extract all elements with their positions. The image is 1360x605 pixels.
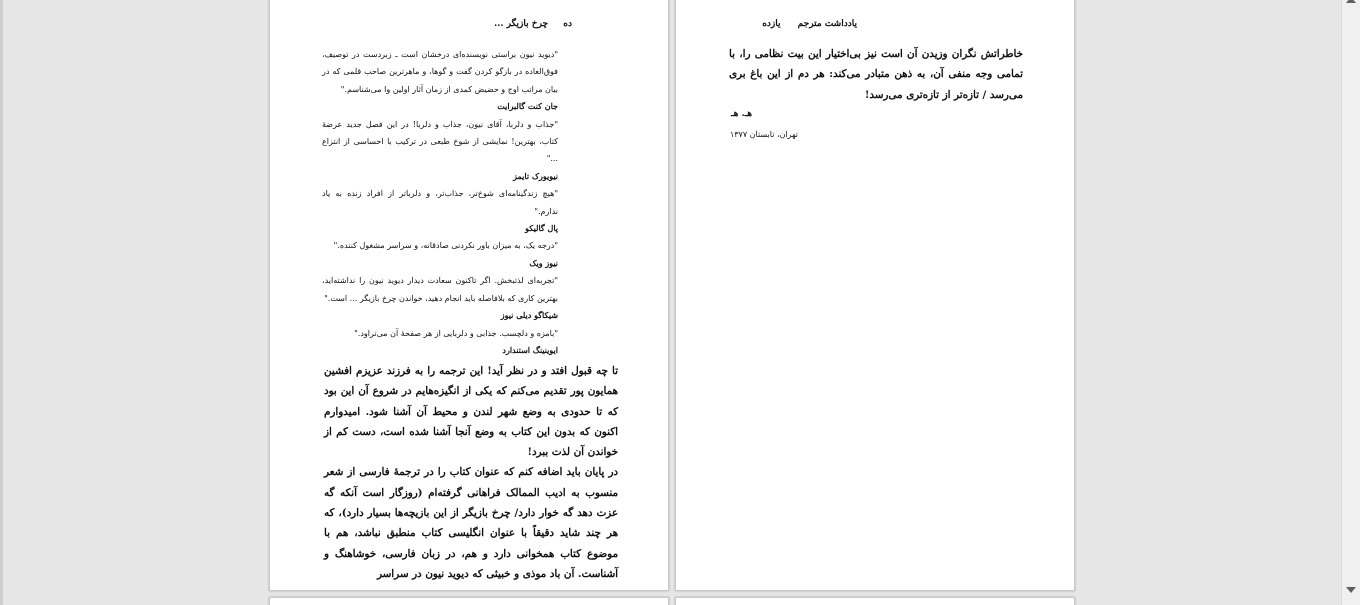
translator-note-body [324,361,618,584]
page-next-right [675,597,1075,605]
quote-source: ایوینینگ استندارد [502,344,558,355]
quote-source: نیویورک تایمز [513,170,558,181]
running-title: چرخ بازیگر ... [494,19,549,29]
quote-text: "دیوید نیون براستی نویسنده‌ای درخشان است ـ زبردست در توصیف، فوق‌العاده در بازگو کردن گفت و گوها، و ماهرترین صاحب قلمی که در بیان مراتب اوج و حضیض کمدی از زمان آثار اولین وا می‌شناسم." [322,50,558,94]
paragraph: در پایان باید اضافه کنم که عنوان کتاب را در ترجمهٔ فارسی از شعر منسوب به ادیب الممالک فراهانی گرفته‌ام (روزگار است آنکه گه عزت دهد گه خوار دارد/ چرخ بازیگر از این بازیچه‌ها بسیار دارد)، که هر چند شاید دقیقاً با عنوان انگلیسی کتاب منطبق نباشد، هم با موضوع کتاب همخوانی دارد و هم، در زبان فارسی، خوشاهنگ و آشناست. آن باد موذی و خبیثی که دیوید نیون در سراسر [324,466,618,580]
paragraph: تا چه قبول افتد و در نظر آید! این ترجمه را به فرزند عزیزم افشین همایون پور تقدیم می‌کنم که یکی از انگیزه‌هایم در شروع آن این بود که تا حدودی به وضع شهر لندن و محیط آن آشنا شود. امیدوارم اکنون که بدون این کتاب به وضع آنجا آشنا شده است، دست کم از خواندن آن لذت ببرد! [324,365,618,459]
page-header [494,19,572,29]
translator-signature: هـ. هـ [730,109,752,119]
page-number: یازده [762,19,781,29]
scroll-up-arrow-icon[interactable] [1346,0,1356,3]
running-title: یادداشت مترجم [797,19,857,29]
viewer-left-edge [0,0,3,605]
quote-source: نیوز ویک [529,257,558,268]
page-number: ده [563,19,572,29]
quote-text: "هیچ زندگینامه‌ای شوخ‌تر، جذاب‌تر، و دلرباتر از افراد زنده به یاد ندارم." [322,189,558,216]
quote-text: "تجربه‌ای لذتبخش. اگر تاکنون سعادت دیدار دیوید نیون را نداشته‌اید، بهترین کاری که بلافاصله باید انجام دهید، خواندن چرخ بازیگر ... است." [322,276,558,303]
page-right [675,0,1075,591]
page-left [269,0,669,591]
page-next-left [269,597,669,605]
quote-source: شیکاگو دیلی نیوز [500,310,558,321]
quote-source: پال گالیکو [525,223,558,234]
quote-text: "جذاب و دلربا، آقای نیون، جذاب و دلربا! در این فصل جدید عرضهٔ کتاب، بهترین! نمایشی از شوخ طبعی در ترکیب با احساسی از انتزاع ..." [322,119,558,164]
paragraph: خاطراتش نگران وزیدن آن است نیز بی‌اختیار این بیت نظامی را، با تمامی وجه منفی آن، به ذهن متبادر می‌کند: هر دم از این باغ بری می‌رسد / تازه‌تر از تازه‌تری می‌رسد! [729,48,1023,101]
quote-source: جان کنت گالبرایت [497,101,558,112]
scroll-down-arrow-icon[interactable] [1346,587,1356,593]
date-place: تهران، تابستان ۱۳۷۷ [729,130,798,139]
quote-text: "بامزه و دلچسب. جذابی و دلربایی از هر صفحهٔ آن می‌تراود." [354,328,558,338]
vertical-scrollbar[interactable] [1341,0,1360,605]
page-header [762,19,857,29]
praise-quotes [322,46,558,359]
translator-note-body [729,44,1023,105]
quote-text: "درجه یک، به میزان باور نکردنی صادقانه، و سراسر مشغول کننده." [333,241,558,251]
